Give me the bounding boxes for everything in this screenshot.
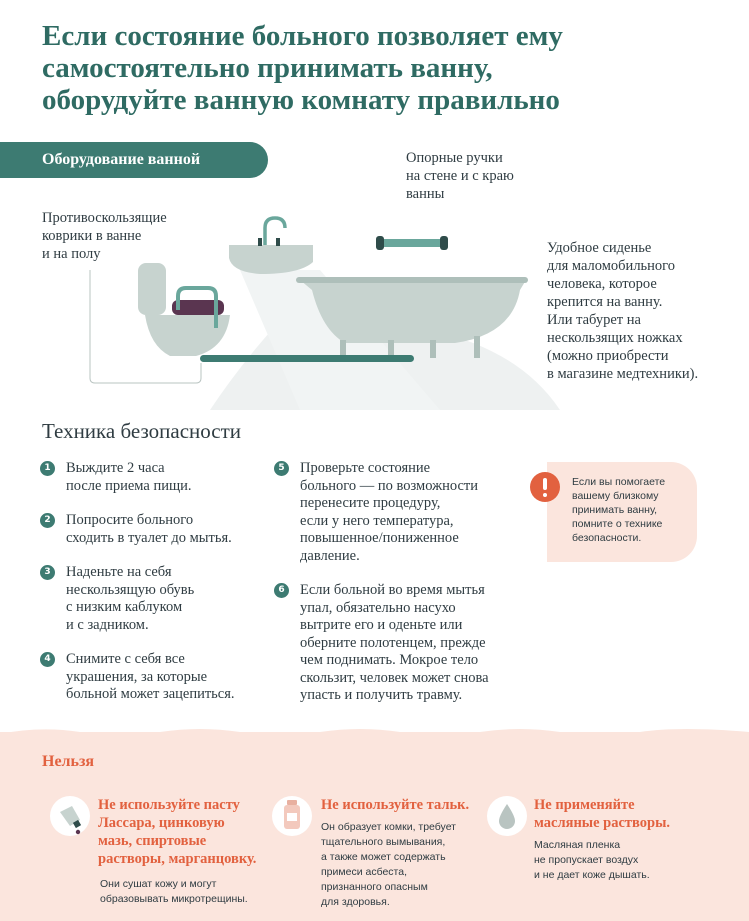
safety-step: 4 Снимите с себя все украшения, за которые больной может зацепиться. [66,651,235,704]
exclamation-icon [530,472,560,502]
seat-label: Удобное сиденье для маломобильного человека, которое крепится на ванну. Или табурет на нескользящих ножках (можно приобрести в магазине медтехники). [547,240,699,382]
oil-drop-icon [487,796,527,836]
mats-label: Противоскользящие коврики в ванне и на полу [42,210,167,262]
forbidden-title: Нельзя [42,753,95,770]
faucet-icon [265,218,285,245]
safety-note-text: Если вы помогаете вашему близкому принимать ванну, помните о технике безопасности. [572,476,666,544]
page-title [42,20,722,116]
grab-bar-icon [376,239,448,247]
forbidden-item-text: Масляная пленка не пропускает воздух и не дает коже дышать. [534,839,650,881]
equipment-label: Оборудование ванной [0,142,268,178]
step-number-badge: 4 [40,652,55,667]
talc-jar-icon [272,796,312,836]
sink-icon [229,245,313,274]
safety-step: 5 Проверьте состояние больного — по возможности перенесите процедуру, если у него температура, повышенное/пониженное давление. [300,460,478,565]
safety-step: 6 Если больной во время мытья упал, обязательно насухо вытрите его и оденьте или оберните полотенцем, прежде чем поднимать. Мокрое тело скользит, человек может снова упасть и получить травму. [300,582,489,705]
bathtub-icon [300,280,526,343]
forbidden-item-heading: Не применяйте масляные растворы. [534,797,671,831]
floor-mat-icon [200,355,414,362]
forbidden-item-text: Он образует комки, требует тщательного вымывания, а также может содержать примеси асбеста, признанного опасным для здоровья. [321,821,456,908]
title-line: оборудуйте ванную комнату правильно [42,84,560,116]
safety-title: Техника безопасности [42,419,242,443]
step-number-badge: 3 [40,565,55,580]
step-number-badge: 1 [40,461,55,476]
title-line: самостоятельно принимать ванну, [42,52,493,84]
step-number-badge: 5 [274,461,289,476]
forbidden-item-text: Они сушат кожу и могут образовывать микротрещины. [100,878,248,905]
step-number-badge: 2 [40,513,55,528]
safety-step: 3 Наденьте на себя нескользящую обувь с низким каблуком и с задником. [66,564,194,634]
safety-step: 2 Попросите больного сходить в туалет до мытья. [66,512,232,547]
forbidden-item-heading: Не используйте тальк. [321,797,470,813]
safety-step: 1 Выждите 2 часа после приема пищи. [66,460,192,495]
step-number-badge: 6 [274,583,289,598]
forbidden-item-heading: Не используйте пасту Лассара, цинковую мазь, спиртовые растворы, марганцовку. [98,797,257,867]
handles-label: Опорные ручки на стене и с краю ванны [406,150,514,202]
toilet-icon [138,263,166,315]
title-line: Если состояние больного позволяет ему [42,20,563,52]
ointment-tube-icon [50,796,90,836]
